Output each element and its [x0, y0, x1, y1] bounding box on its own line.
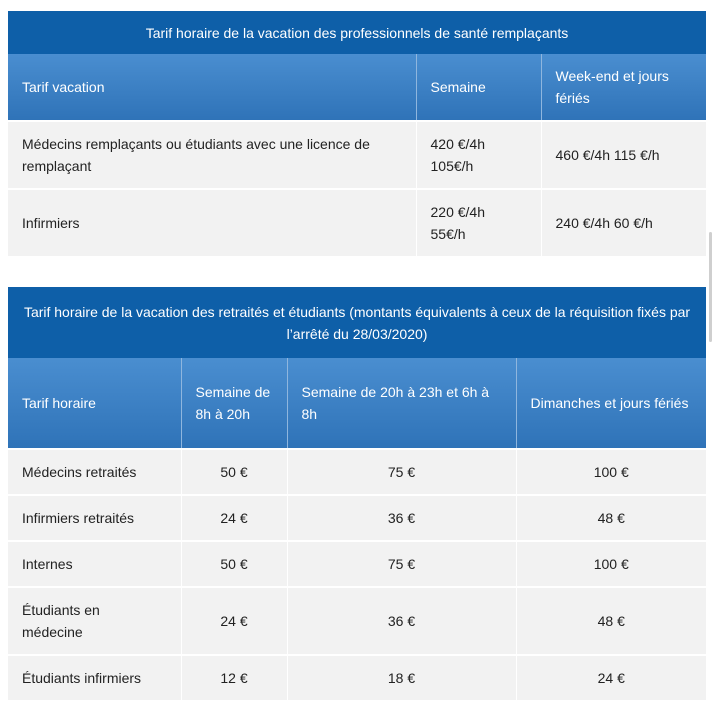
cell-semaine-jour: 24 € — [181, 495, 287, 541]
cell-semaine-jour: 12 € — [181, 655, 287, 700]
column-header-tarif-horaire: Tarif horaire — [8, 358, 181, 449]
cell-dimanches: 48 € — [516, 495, 706, 541]
table-row — [8, 541, 706, 587]
column-header-tarif-vacation: Tarif vacation — [8, 54, 416, 121]
cell-semaine-nuit: 18 € — [287, 655, 516, 700]
row-label: Infirmiers retraités — [8, 495, 181, 541]
row-label: Internes — [8, 541, 181, 587]
cell-semaine-nuit: 75 € — [287, 449, 516, 495]
row-label: Médecins retraités — [8, 449, 181, 495]
column-header-semaine-jour: Semaine de 8h à 20h — [181, 358, 287, 449]
cell-dimanches: 48 € — [516, 587, 706, 655]
table-row — [8, 655, 706, 700]
table-row — [8, 449, 706, 495]
cell-dimanches: 24 € — [516, 655, 706, 700]
table-title: Tarif horaire de la vacation des professionnels de santé remplaçants — [8, 11, 706, 54]
table-professionnels-remplacants — [8, 11, 706, 256]
cell-weekend: 460 €/4h 115 €/h — [541, 121, 706, 189]
cell-semaine-jour: 50 € — [181, 541, 287, 587]
row-label: Infirmiers — [8, 189, 416, 256]
cell-semaine-jour: 24 € — [181, 587, 287, 655]
row-label: Médecins remplaçants ou étudiants avec une licence de remplaçant — [8, 121, 416, 189]
cell-dimanches: 100 € — [516, 541, 706, 587]
table-row — [8, 495, 706, 541]
table-row — [8, 587, 706, 655]
cell-semaine-nuit: 75 € — [287, 541, 516, 587]
table-row — [8, 189, 706, 256]
row-label: Étudiants infirmiers — [8, 655, 181, 700]
column-header-semaine-nuit: Semaine de 20h à 23h et 6h à 8h — [287, 358, 516, 449]
column-header-semaine: Semaine — [416, 54, 541, 121]
cell-semaine: 220 €/4h 55€/h — [416, 189, 541, 256]
cell-dimanches: 100 € — [516, 449, 706, 495]
table-title: Tarif horaire de la vacation des retraités et étudiants (montants équivalents à ceux de la réquisition fixés par l’arrêté du 28/03/2020) — [8, 287, 706, 358]
row-label: Étudiants en médecine — [8, 587, 181, 655]
table-row — [8, 121, 706, 189]
column-header-week-end: Week-end et jours fériés — [541, 54, 706, 121]
column-header-dimanches: Dimanches et jours fériés — [516, 358, 706, 449]
cell-weekend: 240 €/4h 60 €/h — [541, 189, 706, 256]
table-retraites-etudiants — [8, 287, 706, 700]
cell-semaine-nuit: 36 € — [287, 495, 516, 541]
cell-semaine-jour: 50 € — [181, 449, 287, 495]
cell-semaine-nuit: 36 € — [287, 587, 516, 655]
cell-semaine: 420 €/4h 105€/h — [416, 121, 541, 189]
